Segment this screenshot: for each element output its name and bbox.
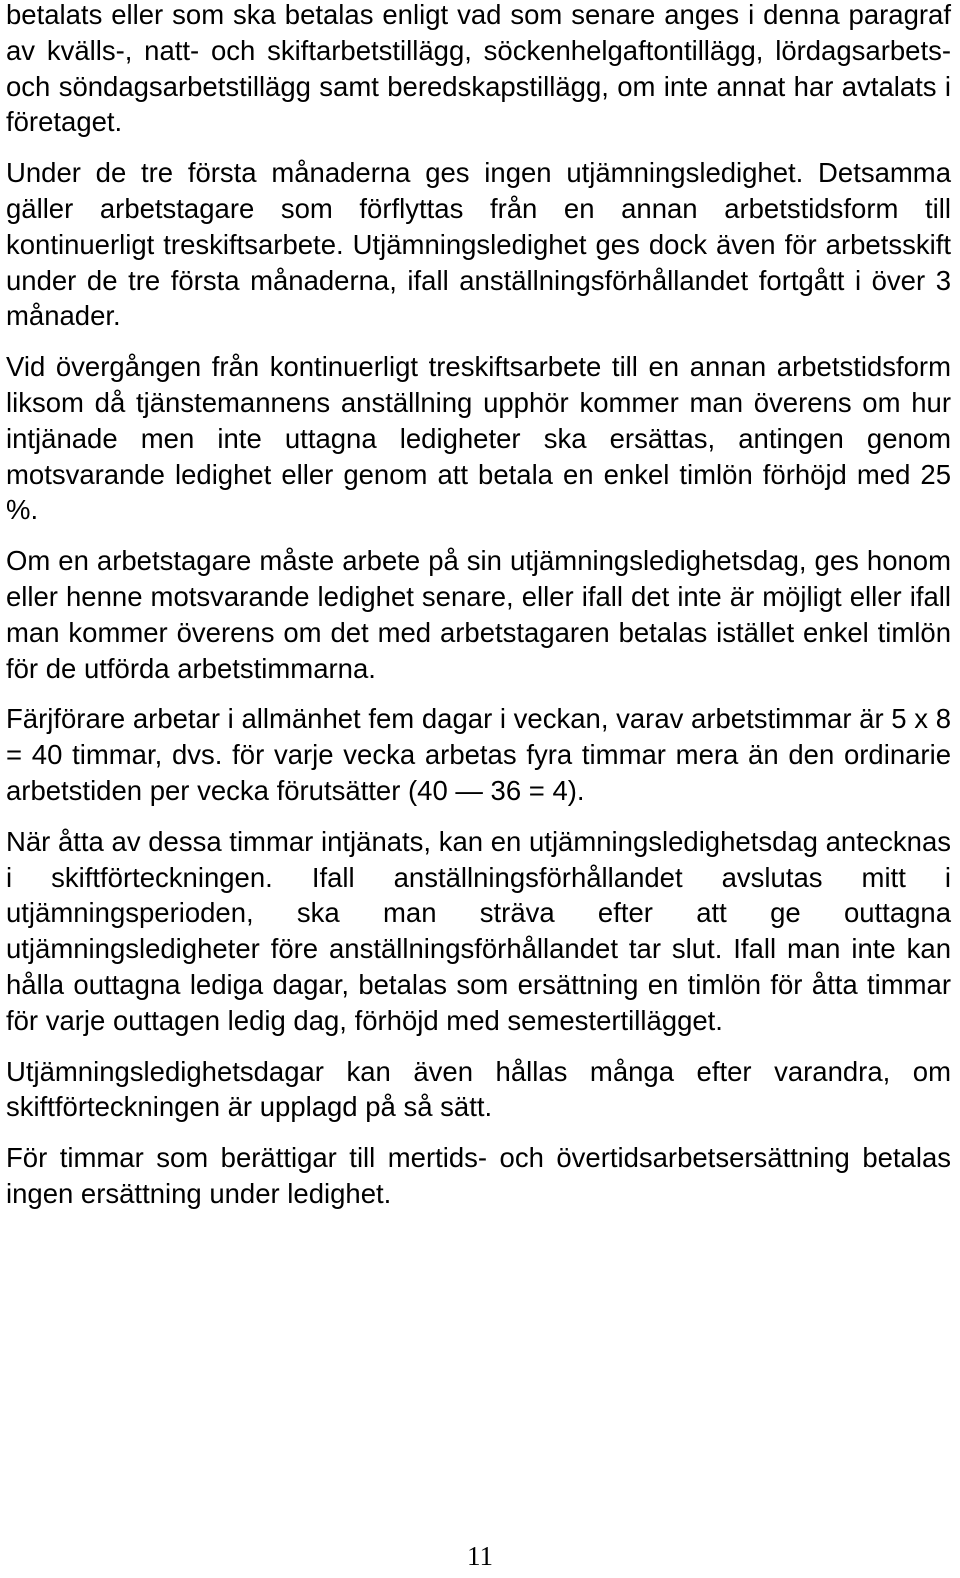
paragraph-2: Under de tre första månaderna ges ingen utjämningsledighet. Detsamma gäller arbetstagare som förflyttas från en annan arbetstidsform till kontinuerligt treskiftsarbete. Utjämningsledighet ges dock även för arbetsskift under de tre första månaderna, ifall anställningsförhållandet fortgått i över 3 månader. (6, 157, 951, 332)
paragraph-6: När åtta av dessa timmar intjänats, kan en utjämningsledighetsdag antecknas i skiftförteckningen. Ifall anställningsförhållandet avslutas mitt i utjämningsperioden, ska man sträva efter att ge outtagna utjämningsledigheter före anställningsförhållandet tar slut. Ifall man inte kan hålla outtagna lediga dagar, betalas som ersättning en timlön för åtta timmar för varje outtagen ledig dag, förhöjd med semestertillägget. (6, 825, 951, 1036)
document-body (6, 0, 951, 1227)
paragraph-7: Utjämningsledighetsdagar kan även hållas många efter varandra, om skiftförteckningen är upplagd på så sätt. (6, 1055, 951, 1123)
paragraph-8: För timmar som berättigar till mertids- och övertidsarbetsersättning betalas ingen ersättning under ledighet. (6, 1142, 951, 1209)
paragraph-1: betalats eller som ska betalas enligt vad som senare anges i denna paragraf av kvälls-, natt- och skiftarbetstillägg, söckenhelgaftontillägg, lördagsarbets- och söndagsarbetstillägg samt beredskapstillägg, om inte annat har avtalats i företaget. (6, 0, 951, 138)
paragraph-4: Om en arbetstagare måste arbete på sin utjämningsledighetsdag, ges honom eller henne motsvarande ledighet senare, eller ifall det inte är möjligt eller ifall man kommer överens om det med arbetstagaren betalas istället enkel timlön för de utförda arbetstimmarna. (6, 545, 951, 684)
paragraph-5: Färjförare arbetar i allmänhet fem dagar i veckan, varav arbetstimmar är 5 x 8 = 40 timmar, dvs. för varje vecka arbetas fyra timmar mera än den ordinarie arbetstiden per vecka förutsätter (40 — 36 = 4). (6, 703, 951, 806)
paragraph-3: Vid övergången från kontinuerligt treskiftsarbete till en annan arbetstidsform liksom då tjänstemannens anställning upphör kommer man överens om hur intjänade men inte uttagna ledigheter ska ersättas, antingen genom motsvarande ledighet eller genom att betala en enkel timlön förhöjd med 25 %. (6, 351, 951, 526)
page-number: 11 (467, 1541, 493, 1571)
